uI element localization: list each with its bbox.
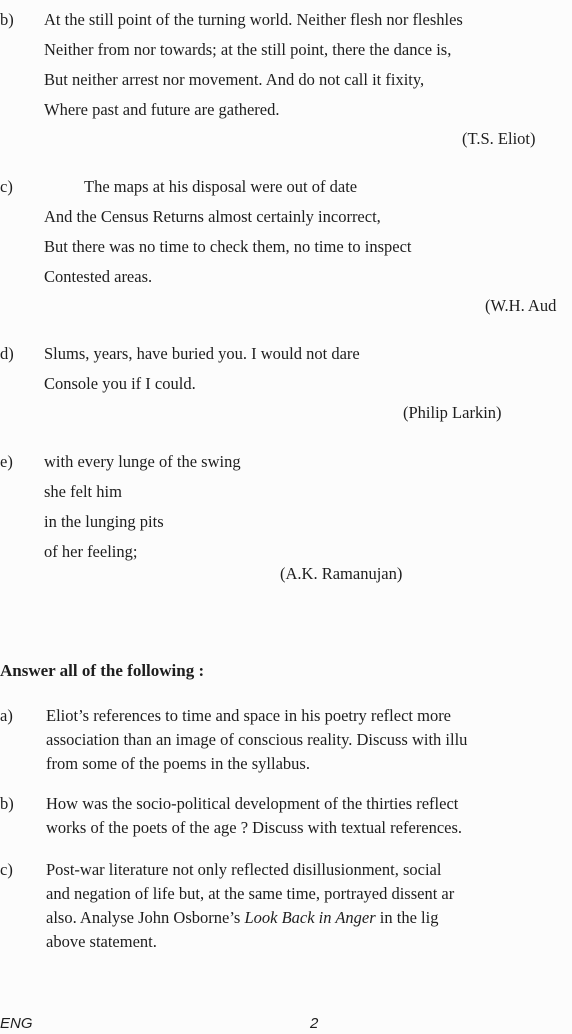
poem-line: At the still point of the turning world. Neither flesh nor fleshles xyxy=(44,10,463,29)
question-line xyxy=(46,908,438,928)
passage-marker: b) xyxy=(0,10,14,29)
question-line: Eliot’s references to time and space in his poetry reflect more xyxy=(46,706,452,725)
poem-line: she felt him xyxy=(44,482,122,501)
section-heading: Answer all of the following : xyxy=(0,661,205,680)
question-line: above statement. xyxy=(46,932,157,951)
poem-line: Slums, years, have buried you. I would not dare xyxy=(44,344,360,363)
question-line: How was the socio-political development of the thirties reflect xyxy=(46,794,459,813)
poem-line: Contested areas. xyxy=(44,267,153,286)
poem-line: And the Census Returns almost certainly incorrect, xyxy=(44,207,381,226)
question-line: from some of the poems in the syllabus. xyxy=(46,754,310,773)
question-marker: c) xyxy=(0,860,13,879)
passage-marker: c) xyxy=(0,177,13,196)
footer-code: ENG xyxy=(0,1015,33,1032)
poem-line: Where past and future are gathered. xyxy=(44,100,280,119)
passage-marker: d) xyxy=(0,344,14,363)
page-number: 2 xyxy=(310,1015,319,1032)
attribution: (A.K. Ramanujan) xyxy=(280,564,403,583)
poem-line: But there was no time to check them, no time to inspect xyxy=(44,237,412,256)
poem-line: The maps at his disposal were out of date xyxy=(84,177,358,196)
poem-line: in the lunging pits xyxy=(44,512,164,531)
attribution: (Philip Larkin) xyxy=(403,403,502,422)
work-title: Look Back in Anger xyxy=(244,908,376,927)
question-line: association than an image of conscious reality. Discuss with illu xyxy=(46,730,468,749)
poem-line: But neither arrest nor movement. And do not call it fixity, xyxy=(44,70,425,89)
poem-line: Neither from nor towards; at the still point, there the dance is, xyxy=(44,40,452,59)
question-marker: b) xyxy=(0,794,14,813)
question-text: in the lig xyxy=(379,908,439,927)
question-marker: a) xyxy=(0,706,13,725)
question-line: works of the poets of the age ? Discuss with textual references. xyxy=(46,818,463,837)
attribution: (W.H. Aud xyxy=(485,296,557,315)
question-line: and negation of life but, at the same time, portrayed dissent ar xyxy=(46,884,455,903)
poem-line: of her feeling; xyxy=(44,542,138,561)
question-line: Post-war literature not only reflected disillusionment, social xyxy=(46,860,442,879)
poem-line: with every lunge of the swing xyxy=(44,452,241,471)
poem-line: Console you if I could. xyxy=(44,374,196,393)
passage-marker: e) xyxy=(0,452,13,471)
question-text: also. Analyse John Osborne’s xyxy=(46,908,241,927)
attribution: (T.S. Eliot) xyxy=(462,129,536,148)
